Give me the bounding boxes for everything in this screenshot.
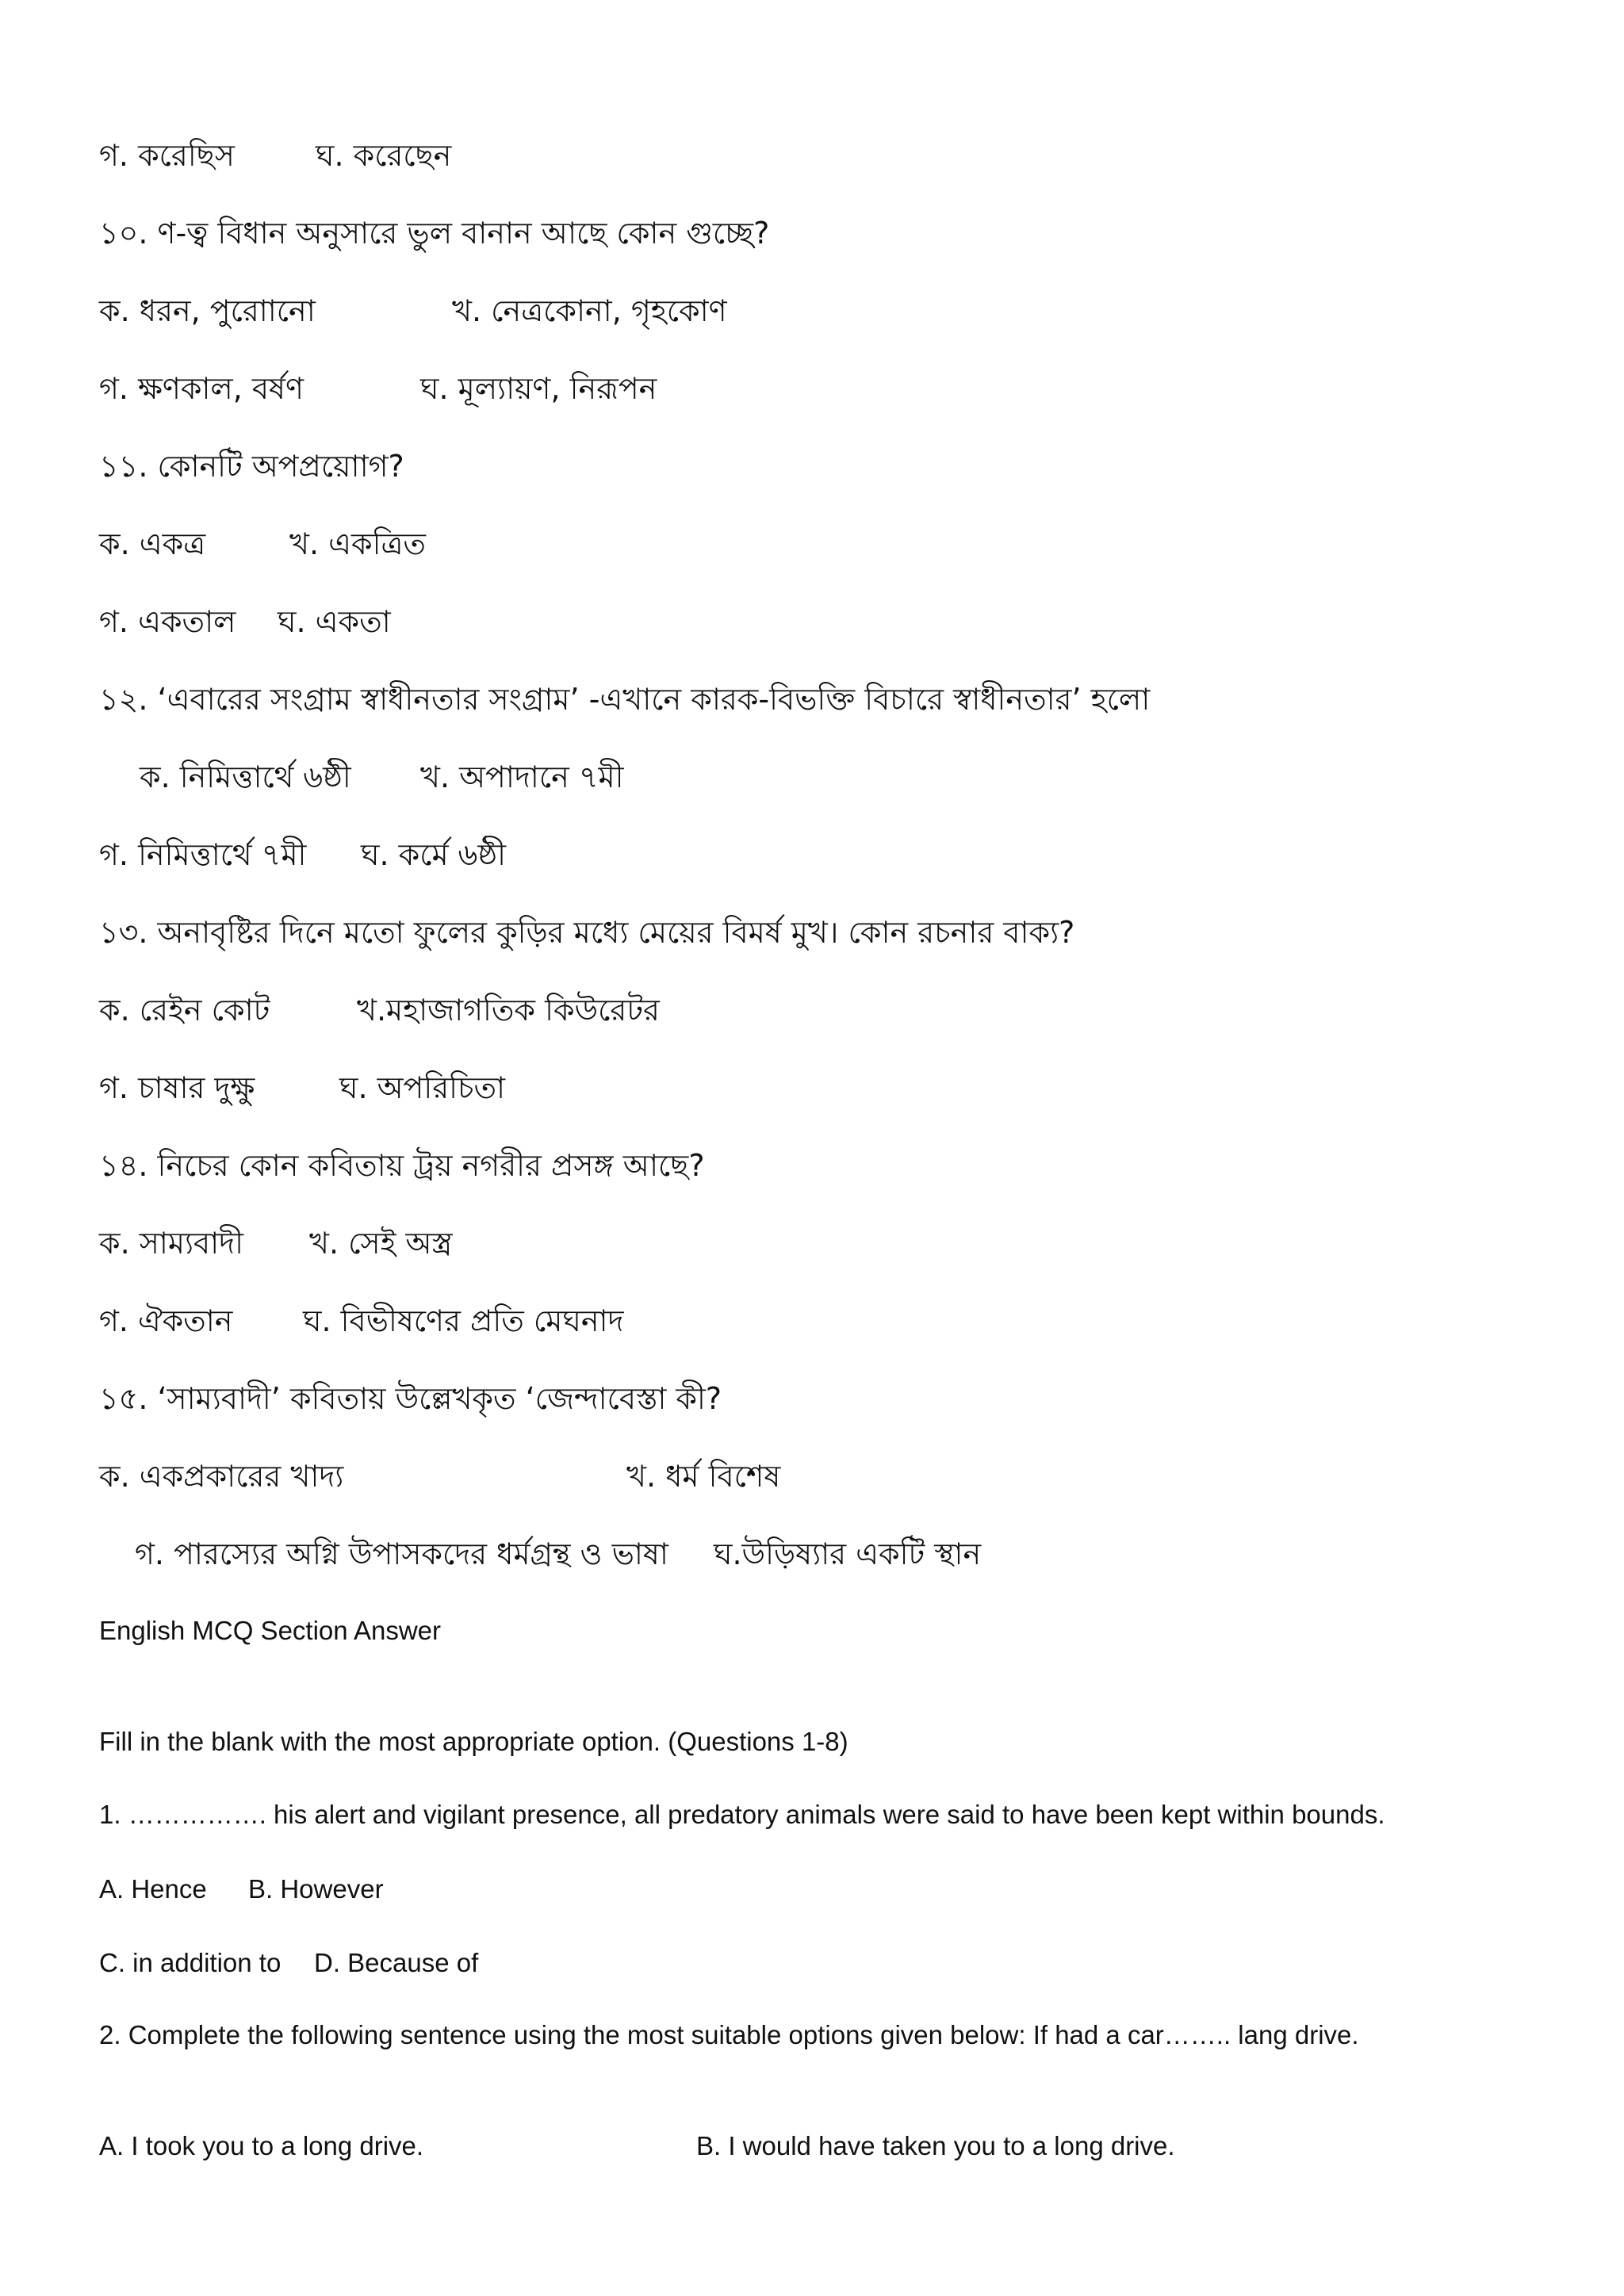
q10-option-d: ঘ. মূল্যায়ণ, নিরূপন (420, 371, 657, 406)
q11-question: ১১. কোনটি অপপ্রয়াোগ? (99, 449, 404, 484)
q12-question: ১২. ‘এবারের সংগ্রাম স্বাধীনতার সংগ্রাম’ -এখানে কারক-বিভক্তি বিচারে স্বাধীনতার’ হলাে (99, 682, 1151, 717)
q15-question: ১৫. ‘সাম্যবাদী’ কবিতায় উল্লেখকৃত ‘জেন্দাবেস্তা কী? (99, 1381, 722, 1416)
q15-option-a: ক. একপ্রকারের খাদ্য (99, 1459, 344, 1494)
q14-question: ১৪. নিচের কোন কবিতায় ট্রয় নগরীর প্রসঙ্গ আছে? (99, 1148, 705, 1183)
q12-option-c: গ. নিমিত্তার্থে ৭মী (99, 837, 307, 872)
q14-option-a: ক. সাম্যবাদী (99, 1226, 243, 1261)
q13-question: ১৩. অনাবৃষ্টির দিনে মতাে ফুলের কুড়ির মধ্যে মেয়ের বিমর্ষ মুখ। কোন রচনার বাক্য? (99, 915, 1075, 950)
q9-option-c: গ. করেছিস (99, 138, 235, 173)
q12-option-a: ক. নিমিত্তার্থে ৬ষ্ঠী (140, 760, 351, 794)
q10-option-c: গ. ক্ষণকাল, বর্ষণ (99, 371, 304, 406)
eq1-question: 1. ……………. his alert and vigilant presence, all predatory animals were said to have been kept within bounds. (99, 1800, 1385, 1829)
q14-option-c: গ. ঐকতান (99, 1303, 233, 1338)
q12-option-b: খ. অপাদানে ৭মী (420, 760, 624, 794)
eq1-option-a: A. Hence (99, 1874, 207, 1904)
q13-option-d: ঘ. অপরিচিতা (339, 1070, 506, 1105)
q10-question: ১০. ণ-ত্ব বিধান অনুসারে ভুল বানান আছে কোন গুচ্ছে? (99, 216, 770, 251)
q14-option-d: ঘ. বিভীষণের প্রতি মেঘনাদ (303, 1303, 624, 1338)
eq2-option-a: A. I took you to a long drive. (99, 2131, 424, 2160)
q11-option-a: ক. একত্র (99, 526, 206, 561)
eq1-option-b: B. However (248, 1874, 384, 1904)
eq2-option-b: B. I would have taken you to a long drive. (696, 2131, 1175, 2160)
q11-option-b: খ. একত্রিত (289, 526, 426, 561)
english-section-title: English MCQ Section Answer (99, 1616, 442, 1645)
q13-option-a: ক. রেইন কোট (99, 993, 270, 1027)
q12-option-d: ঘ. কর্মে ৬ষ্ঠী (361, 837, 506, 872)
english-instruction: Fill in the blank with the most appropriate option. (Questions 1-8) (99, 1727, 848, 1756)
q14-option-b: খ. সেই অস্ত্র (309, 1226, 453, 1261)
q15-option-b: খ. ধর্ম বিশেষ (626, 1459, 781, 1494)
q13-option-c: গ. চাষার দুক্ষু (99, 1070, 255, 1105)
q10-option-b: খ. নেত্রকোনা, গৃহকোণ (452, 293, 727, 328)
q9-option-d: ঘ. করেছেন (316, 138, 452, 173)
q11-option-c: গ. একতাল (99, 604, 236, 639)
q15-option-c: গ. পারস্যের অগ্নি উপাসকদের ধর্মগ্রন্থ ও ভাষা (135, 1536, 668, 1571)
q13-option-b: খ.মহাজাগতিক কিউরেটর (357, 993, 660, 1027)
eq2-question: 2. Complete the following sentence using the most suitable options given below: If had a car…….. lang drive. (99, 2020, 1359, 2049)
q15-option-d: ঘ.উড়িষ্যার একটি স্থান (714, 1536, 982, 1571)
eq1-option-c: C. in addition to (99, 1948, 282, 1977)
q11-option-d: ঘ. একতা (278, 604, 391, 639)
eq1-option-d: D. Because of (314, 1948, 479, 1977)
q10-option-a: ক. ধরন, পুরাোনাে (99, 293, 316, 328)
